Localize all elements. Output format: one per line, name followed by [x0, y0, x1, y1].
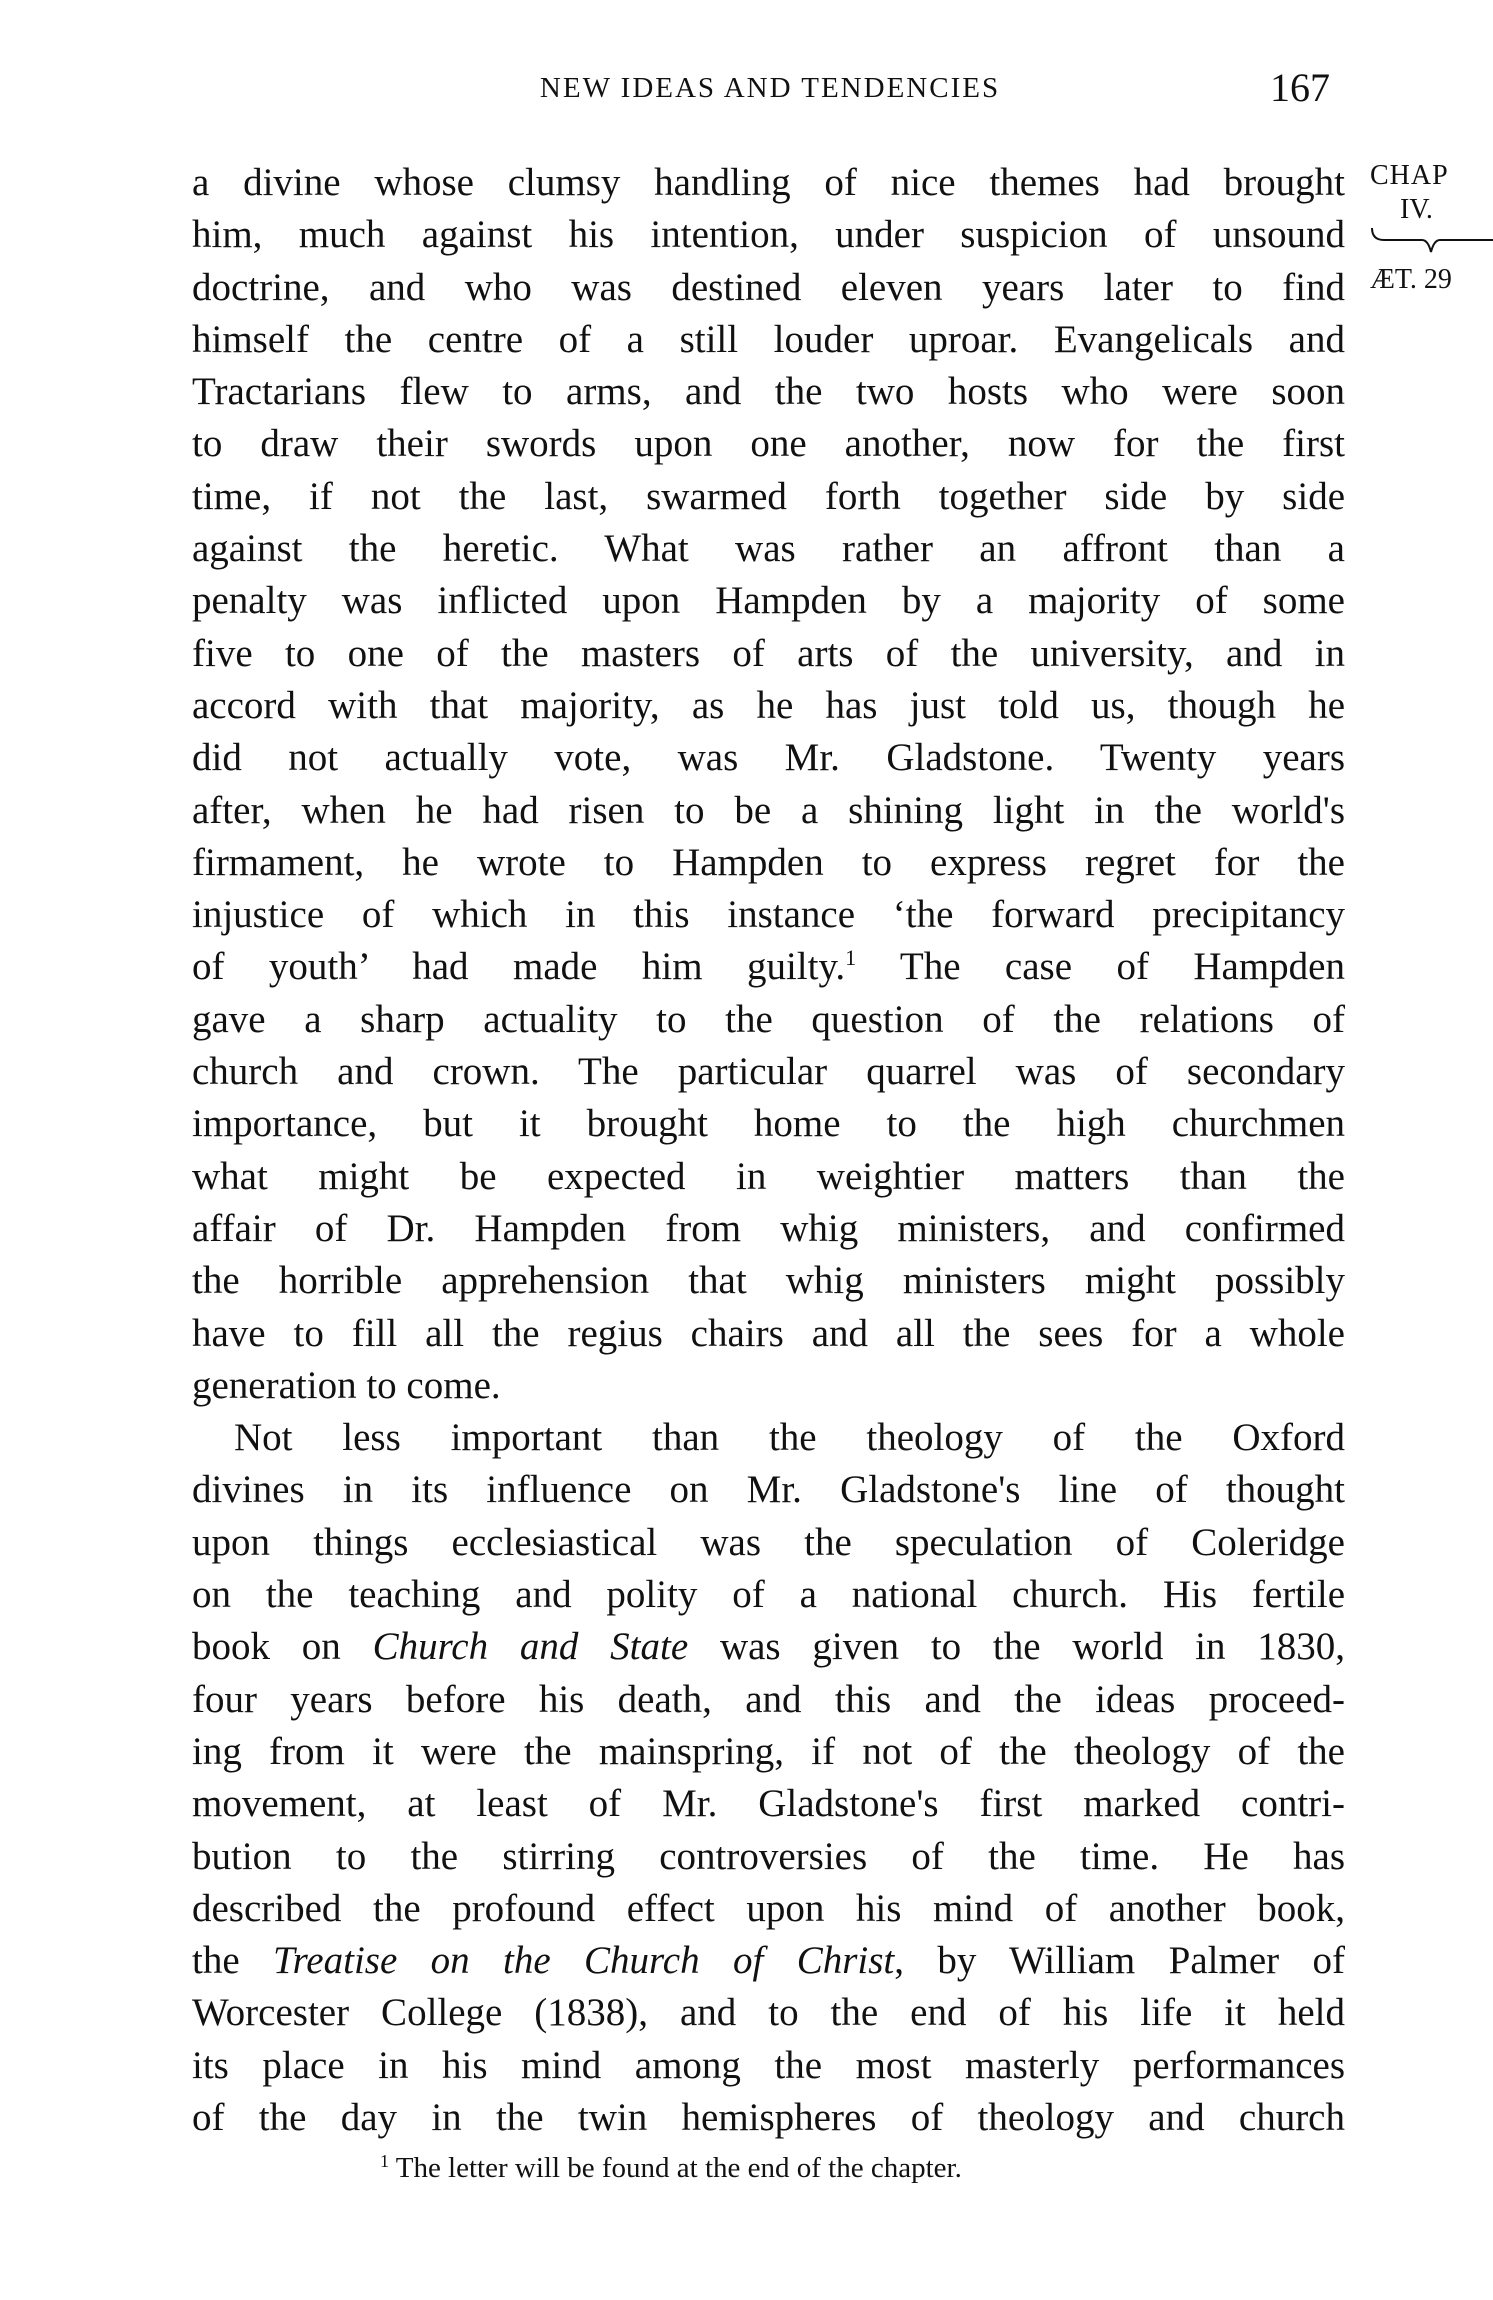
text-line — [192, 1883, 1345, 1935]
text-segment: to draw their swords upon one another, now for the first — [192, 422, 1345, 466]
text-line — [192, 1778, 1345, 1830]
text-line — [192, 785, 1345, 837]
text-segment: The case of Hampden — [856, 945, 1345, 989]
text-line — [192, 418, 1345, 470]
text-segment: Tractarians flew to arms, and the two hosts who were soon — [192, 370, 1345, 414]
text-line — [192, 1935, 1345, 1987]
text-line — [192, 628, 1345, 680]
text-line — [192, 1569, 1345, 1621]
text-line — [192, 2092, 1345, 2144]
text-line — [192, 262, 1345, 314]
text-segment: accord with that majority, as he has just told us, though he — [192, 683, 1345, 727]
text-line — [192, 366, 1345, 418]
text-segment: divines in its influence on Mr. Gladstone's line of thought — [192, 1468, 1345, 1512]
text-line — [192, 1098, 1345, 1150]
text-line — [192, 994, 1345, 1046]
text-segment: importance, but it brought home to the high churchmen — [192, 1102, 1345, 1146]
text-line — [192, 1726, 1345, 1778]
text-segment: doctrine, and who was destined eleven years later to find — [192, 265, 1345, 309]
text-segment: of youth’ had made him guilty. — [192, 945, 846, 989]
text-segment: time, if not the last, swarmed forth together side by side — [192, 474, 1345, 518]
text-segment: against the heretic. What was rather an affront than a — [192, 527, 1345, 571]
text-segment: him, much against his intention, under suspicion of unsound — [192, 213, 1345, 257]
footnote — [380, 2152, 962, 2185]
text-segment: book on — [192, 1625, 373, 1669]
margin-chapter: CHAP — [1370, 160, 1449, 191]
text-segment: after, when he had risen to be a shining light in the world's — [192, 788, 1345, 832]
text-segment: on the teaching and polity of a national church. His fertile — [192, 1573, 1345, 1617]
text-segment: affair of Dr. Hampden from whig ministers, and confirmed — [192, 1206, 1345, 1250]
text-line — [192, 1987, 1345, 2039]
text-line — [192, 1360, 1345, 1412]
italic-title: Church and State — [372, 1625, 689, 1669]
text-segment: upon things ecclesiastical was the speculation of Coleridge — [192, 1520, 1345, 1564]
text-line — [192, 1621, 1345, 1673]
text-line — [192, 1255, 1345, 1307]
text-line — [192, 1464, 1345, 1516]
text-line — [192, 837, 1345, 889]
text-segment: church and crown. The particular quarrel was of secondary — [192, 1050, 1345, 1094]
text-line — [192, 1831, 1345, 1883]
text-line — [192, 1151, 1345, 1203]
footnote-marker: 1 — [380, 2151, 389, 2171]
text-segment: have to fill all the regius chairs and all the sees for a whole — [192, 1311, 1345, 1355]
page-number: 167 — [1270, 65, 1330, 110]
text-line — [192, 1674, 1345, 1726]
text-segment: generation to come. — [192, 1363, 501, 1407]
text-segment: a divine whose clumsy handling of nice themes had brought — [192, 161, 1345, 204]
text-segment: movement, at least of Mr. Gladstone's first marked contri- — [192, 1782, 1345, 1826]
text-line — [192, 732, 1345, 784]
brace-icon — [1370, 226, 1493, 260]
text-line — [192, 314, 1345, 366]
text-line — [192, 2040, 1345, 2092]
margin-note — [1370, 160, 1493, 296]
text-segment: gave a sharp actuality to the question of the relations of — [192, 997, 1345, 1041]
text-segment: the horrible apprehension that whig ministers might possibly — [192, 1259, 1345, 1303]
text-segment: did not actually vote, was Mr. Gladstone. Twenty years — [192, 736, 1345, 780]
running-head: NEW IDEAS AND TENDENCIES — [539, 72, 1001, 104]
text-line — [192, 1046, 1345, 1098]
text-segment: injustice of which in this instance ‘the forward precipitancy — [192, 893, 1345, 937]
text-segment: was given to the world in 1830, — [688, 1625, 1345, 1669]
body-text — [192, 157, 1345, 2144]
margin-chapter-number: IV. — [1400, 194, 1433, 225]
text-segment: penalty was inflicted upon Hampden by a majority of some — [192, 579, 1345, 623]
text-segment: ing from it were the mainspring, if not of the theology of the — [192, 1729, 1345, 1773]
text-segment: described the profound effect upon his mind of another book, — [192, 1886, 1345, 1930]
text-line — [192, 471, 1345, 523]
text-segment: five to one of the masters of arts of the university, and in — [192, 631, 1345, 675]
text-line — [192, 1203, 1345, 1255]
margin-age: ÆT. 29 — [1370, 264, 1452, 295]
text-line — [192, 157, 1345, 209]
text-line — [192, 575, 1345, 627]
text-line — [192, 209, 1345, 261]
text-segment: the — [192, 1939, 274, 1983]
text-line — [192, 680, 1345, 732]
text-segment: firmament, he wrote to Hampden to express regret for the — [192, 840, 1345, 884]
text-segment: , by William Palmer of — [894, 1939, 1345, 1983]
text-segment: Not less important than the theology of the Oxford — [234, 1416, 1345, 1460]
text-segment: its place in his mind among the most masterly performances — [192, 2043, 1345, 2087]
text-segment: bution to the stirring controversies of the time. He has — [192, 1834, 1345, 1878]
text-line — [192, 941, 1345, 993]
text-segment: of the day in the twin hemispheres of theology and church — [192, 2095, 1345, 2139]
footnote-text: The letter will be found at the end of the chapter. — [389, 2152, 962, 2184]
text-segment: himself the centre of a still louder uproar. Evangelicals and — [192, 317, 1345, 361]
text-line — [192, 1412, 1345, 1464]
text-segment: Worcester College (1838), and to the end of his life it held — [192, 1991, 1345, 2035]
text-line — [192, 523, 1345, 575]
text-line — [192, 1517, 1345, 1569]
text-segment: what might be expected in weightier matters than the — [192, 1154, 1345, 1198]
text-segment: four years before his death, and this and the ideas proceed- — [192, 1677, 1345, 1721]
italic-title: Treatise on the Church of Christ — [273, 1939, 895, 1983]
text-line — [192, 889, 1345, 941]
text-line — [192, 1308, 1345, 1360]
footnote-reference: 1 — [845, 945, 857, 971]
